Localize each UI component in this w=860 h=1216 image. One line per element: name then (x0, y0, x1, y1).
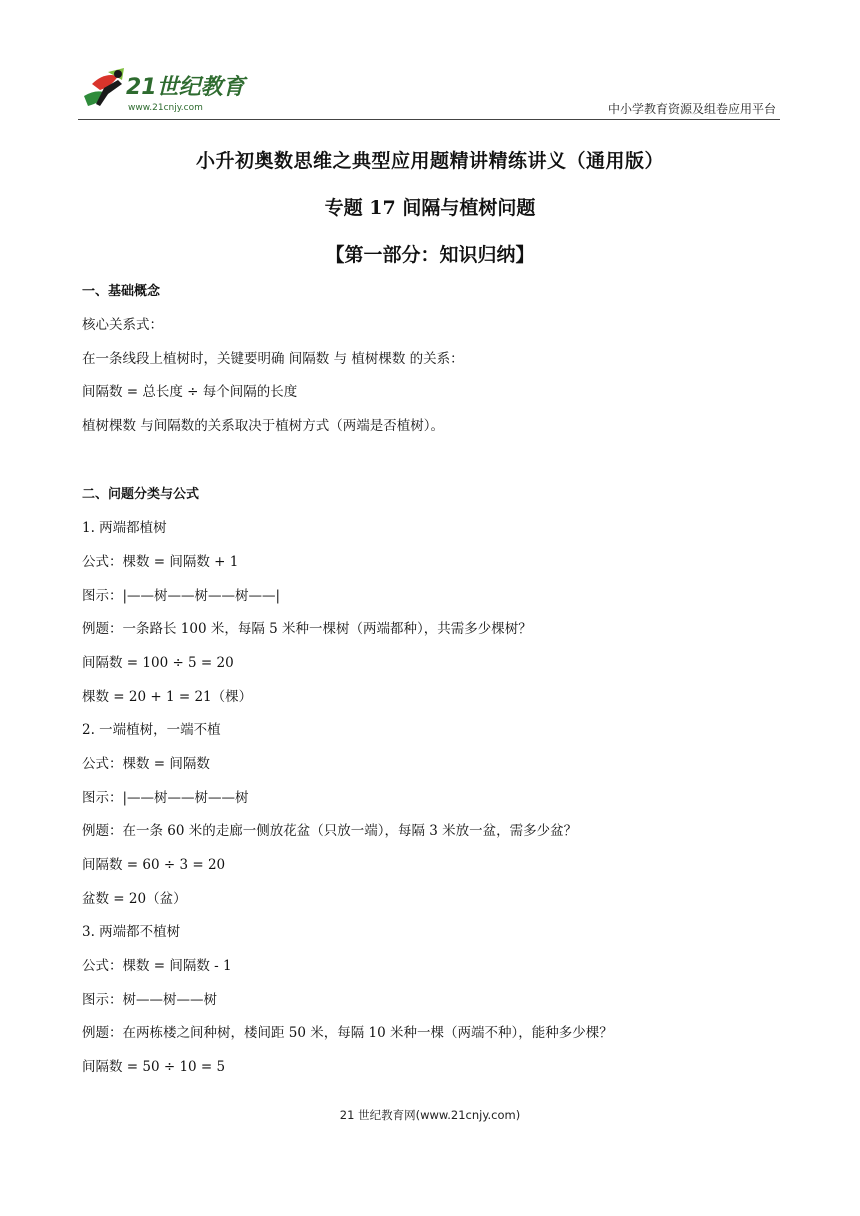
svg-text:21世纪教育: 21世纪教育 (126, 75, 245, 100)
formula-line: 公式：棵数 = 间隔数 (82, 756, 210, 772)
diagram-line: 图示：树——树——树 (82, 992, 217, 1008)
runner-icon (84, 68, 124, 106)
solution-line: 间隔数 = 50 ÷ 10 = 5 (82, 1059, 226, 1075)
text-line: 植树棵数 与间隔数的关系取决于植树方式（两端是否植树）。 (82, 418, 445, 434)
topic-title: 专题 17 间隔与植树问题 (324, 197, 536, 219)
logo (78, 66, 248, 114)
text-line: 在一条线段上植树时，关键要明确 间隔数 与 植树棵数 的关系： (82, 351, 464, 367)
case-title: 1. 两端都植树 (82, 520, 167, 536)
solution-line: 间隔数 = 100 ÷ 5 = 20 (82, 655, 234, 671)
example-line: 例题：在两栋楼之间种树，楼间距 50 米，每隔 10 米种一棵（两端不种），能种多少棵？ (82, 1025, 613, 1041)
example-line: 例题：在一条 60 米的走廊一侧放花盆（只放一端），每隔 3 米放一盆，需多少盆？ (82, 823, 578, 839)
text-line: 间隔数 = 总长度 ÷ 每个间隔的长度 (82, 384, 298, 400)
svg-text:www.21cnjy.com: www.21cnjy.com (128, 103, 203, 113)
diagram-line: 图示：|——树——树——树——| (82, 588, 281, 604)
text-line: 核心关系式： (82, 317, 163, 333)
page-header (78, 66, 780, 116)
formula-line: 公式：棵数 = 间隔数 - 1 (82, 958, 232, 974)
solution-line: 盆数 = 20（盆） (82, 891, 187, 907)
example-line: 例题：一条路长 100 米，每隔 5 米种一棵树（两端都种），共需多少棵树？ (82, 621, 532, 637)
formula-line: 公式：棵数 = 间隔数 + 1 (82, 554, 239, 570)
document-title: 小升初奥数思维之典型应用题精讲精练讲义（通用版） (195, 150, 664, 172)
header-divider (78, 119, 780, 120)
solution-line: 间隔数 = 60 ÷ 3 = 20 (82, 857, 226, 873)
heading-basic-concepts: 一、基础概念 (82, 284, 161, 299)
case-title: 2. 一端植树，一端不植 (82, 722, 221, 738)
page-footer: 21 世纪教育网(www.21cnjy.com) (339, 1108, 521, 1122)
section-title: 【第一部分：知识归纳】 (325, 244, 535, 266)
solution-line: 棵数 = 20 + 1 = 21（棵） (82, 689, 253, 705)
diagram-line: 图示：|——树——树——树 (82, 790, 249, 806)
heading-classification: 二、问题分类与公式 (82, 487, 200, 502)
case-title: 3. 两端都不植树 (82, 924, 181, 940)
platform-label: 中小学教育资源及组卷应用平台 (607, 102, 776, 116)
